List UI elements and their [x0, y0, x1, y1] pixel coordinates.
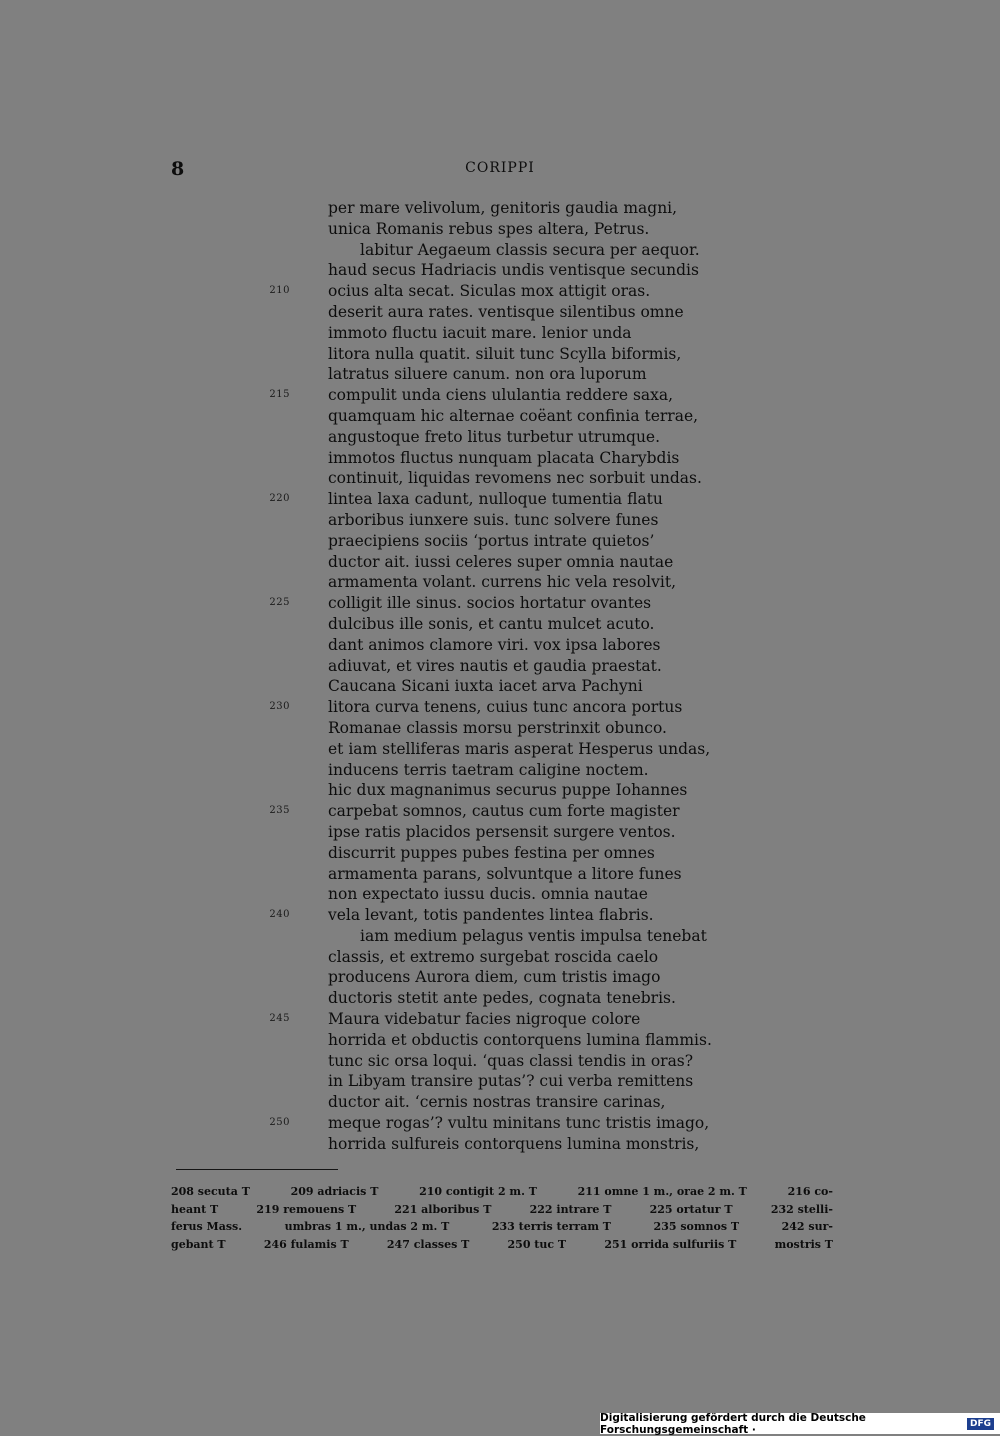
- verse-line: [0, 572, 1000, 593]
- verse-line: [0, 760, 1000, 781]
- apparatus-entry: gebant T: [171, 1237, 226, 1251]
- apparatus-entry: 222 intrare T: [529, 1202, 612, 1216]
- verse-text: litora nulla quatit. siluit tunc Scylla biformis,: [328, 344, 682, 363]
- poem-text: [0, 198, 1000, 1155]
- verse-text: adiuvat, et vires nautis et gaudia praestat.: [328, 656, 662, 675]
- line-number: 215: [269, 389, 290, 401]
- verse-line: [0, 1113, 1000, 1134]
- verse-line: [0, 344, 1000, 365]
- verse-line: [0, 552, 1000, 573]
- apparatus-entry: 225 ortatur T: [649, 1202, 733, 1216]
- verse-text: discurrit puppes pubes festina per omnes: [328, 843, 655, 862]
- verse-text: producens Aurora diem, cum tristis imago: [328, 968, 661, 987]
- verse-text: colligit ille sinus. socios hortatur ovantes: [328, 594, 652, 613]
- apparatus-entry: 246 fulamis T: [263, 1237, 349, 1251]
- verse-text: ductor ait. ‘cernis nostras transire carinas,: [328, 1093, 666, 1112]
- verse-line: [0, 1092, 1000, 1113]
- apparatus-row: [171, 1183, 833, 1201]
- apparatus-entry: umbras 1 m., undas 2 m. T: [284, 1220, 450, 1233]
- digitization-credit-bar: [600, 1413, 1000, 1434]
- verse-text: classis, et extremo surgebat roscida caelo: [328, 947, 659, 966]
- verse-text: dulcibus ille sonis, et cantu mulcet acuto.: [328, 614, 655, 633]
- verse-text: latratus siluere canum. non ora luporum: [328, 365, 647, 384]
- verse-line: [0, 967, 1000, 988]
- verse-text: armamenta volant. currens hic vela resolvit,: [328, 573, 677, 592]
- verse-line: [0, 281, 1000, 302]
- apparatus-entry: 216 co-: [787, 1185, 833, 1198]
- verse-text: ductor ait. iussi celeres super omnia nautae: [328, 552, 674, 571]
- verse-text: deserit aura rates. ventisque silentibus omne: [328, 302, 684, 321]
- critical-apparatus: [171, 1183, 833, 1253]
- verse-line: [0, 406, 1000, 427]
- verse-text: immotos fluctus nunquam placata Charybdis: [328, 448, 680, 467]
- apparatus-entry: 250 tuc T: [507, 1237, 567, 1251]
- line-number: 235: [269, 805, 290, 817]
- verse-line: [0, 843, 1000, 864]
- verse-line: [0, 780, 1000, 801]
- verse-text: et iam stelliferas maris asperat Hesperus undas,: [328, 739, 711, 758]
- apparatus-entry: 242 sur-: [781, 1220, 833, 1233]
- apparatus-entry: 208 secuta T: [171, 1185, 250, 1198]
- verse-line: [0, 614, 1000, 635]
- verse-text: ocius alta secat. Siculas mox attigit oras.: [328, 282, 651, 301]
- apparatus-entry: 210 contigit 2 m. T: [419, 1185, 537, 1198]
- verse-text: ipse ratis placidos persensit surgere ventos.: [328, 822, 676, 841]
- line-number: 210: [269, 285, 290, 297]
- verse-line: [0, 240, 1000, 261]
- verse-text: in Libyam transire putas’? cui verba remittens: [328, 1072, 694, 1091]
- verse-text: carpebat somnos, cautus cum forte magister: [328, 802, 680, 821]
- apparatus-entry: 247 classes T: [386, 1237, 470, 1251]
- verse-text: hic dux magnanimus securus puppe Iohannes: [328, 781, 688, 800]
- verse-text: labitur Aegaeum classis secura per aequor.: [360, 240, 700, 259]
- apparatus-entry: 235 somnos T: [653, 1220, 740, 1233]
- verse-text: immoto fluctu iacuit mare. lenior unda: [328, 323, 632, 342]
- verse-line: [0, 302, 1000, 323]
- verse-line: [0, 531, 1000, 552]
- apparatus-entry: 211 omne 1 m., orae 2 m. T: [577, 1185, 747, 1198]
- verse-line: [0, 427, 1000, 448]
- verse-text: dant animos clamore viri. vox ipsa labores: [328, 635, 661, 654]
- verse-line: [0, 884, 1000, 905]
- verse-line: [0, 489, 1000, 510]
- verse-text: vela levant, totis pandentes lintea flabris.: [328, 906, 654, 925]
- footnote-rule: [176, 1169, 338, 1170]
- verse-line: [0, 988, 1000, 1009]
- verse-text: litora curva tenens, cuius tunc ancora portus: [328, 698, 683, 717]
- verse-text: Romanae classis morsu perstrinxit obunco.: [328, 718, 667, 737]
- apparatus-entry: heant T: [171, 1202, 219, 1216]
- verse-text: non expectato iussu ducis. omnia nautae: [328, 885, 648, 904]
- verse-line: [0, 718, 1000, 739]
- verse-line: [0, 219, 1000, 240]
- verse-text: iam medium pelagus ventis impulsa tenebat: [360, 926, 707, 945]
- apparatus-entry: 233 terris terram T: [491, 1220, 611, 1233]
- verse-text: continuit, liquidas revomens nec sorbuit undas.: [328, 469, 702, 488]
- verse-line: [0, 593, 1000, 614]
- line-number: 230: [269, 701, 290, 713]
- verse-text: compulit unda ciens ululantia reddere saxa,: [328, 386, 674, 405]
- verse-line: [0, 697, 1000, 718]
- running-title: CORIPPI: [465, 160, 535, 176]
- verse-line: [0, 198, 1000, 219]
- verse-text: lintea laxa cadunt, nulloque tumentia flatu: [328, 490, 663, 509]
- verse-line: [0, 947, 1000, 968]
- verse-text: unica Romanis rebus spes altera, Petrus.: [328, 219, 650, 238]
- verse-line: [0, 864, 1000, 885]
- verse-line: [0, 1134, 1000, 1155]
- verse-text: horrida sulfureis contorquens lumina monstris,: [328, 1134, 700, 1153]
- page-number: 8: [171, 158, 185, 180]
- verse-line: [0, 468, 1000, 489]
- dfg-logo: DFG: [967, 1418, 994, 1430]
- verse-text: per mare velivolum, genitoris gaudia magni,: [328, 199, 678, 217]
- apparatus-row: [171, 1218, 833, 1236]
- verse-text: meque rogas’? vultu minitans tunc tristis imago,: [328, 1114, 710, 1133]
- verse-line: [0, 448, 1000, 469]
- verse-line: [0, 510, 1000, 531]
- line-number: 240: [269, 909, 290, 921]
- apparatus-entry: 221 alboribus T: [394, 1202, 492, 1216]
- apparatus-entry: 232 stelli-: [770, 1202, 833, 1216]
- apparatus-entry: 219 remouens T: [256, 1202, 357, 1216]
- verse-line: [0, 385, 1000, 406]
- verse-text: inducens terris taetram caligine noctem.: [328, 760, 649, 779]
- line-number: 225: [269, 597, 290, 609]
- verse-text: praecipiens sociis ‘portus intrate quietos’: [328, 531, 655, 550]
- verse-text: ductoris stetit ante pedes, cognata tenebris.: [328, 989, 676, 1008]
- apparatus-entry: 209 adriacis T: [290, 1185, 379, 1198]
- verse-line: [0, 1030, 1000, 1051]
- line-number: 250: [269, 1117, 290, 1129]
- verse-text: horrida et obductis contorquens lumina flammis.: [328, 1030, 712, 1049]
- verse-text: Maura videbatur facies nigroque colore: [328, 1010, 641, 1029]
- verse-line: [0, 364, 1000, 385]
- verse-line: [0, 323, 1000, 344]
- verse-line: [0, 926, 1000, 947]
- apparatus-entry: mostris T: [774, 1237, 833, 1251]
- verse-line: [0, 822, 1000, 843]
- credit-text: Digitalisierung gefördert durch die Deutsche Forschungsgemeinschaft ·: [600, 1411, 866, 1436]
- verse-text: quamquam hic alternae coëant confinia terrae,: [328, 406, 699, 425]
- apparatus-entry: ferus Mass.: [171, 1220, 243, 1233]
- verse-text: arboribus iunxere suis. tunc solvere funes: [328, 510, 659, 529]
- apparatus-entry: 251 orrida sulfuriis T: [604, 1237, 737, 1251]
- line-number: 220: [269, 493, 290, 505]
- verse-line: [0, 260, 1000, 281]
- verse-line: [0, 676, 1000, 697]
- verse-line: [0, 801, 1000, 822]
- verse-text: angustoque freto litus turbetur utrumque.: [328, 427, 661, 446]
- verse-line: [0, 1009, 1000, 1030]
- verse-line: [0, 1051, 1000, 1072]
- apparatus-row: [171, 1236, 833, 1254]
- apparatus-row: [171, 1201, 833, 1219]
- verse-line: [0, 905, 1000, 926]
- verse-text: tunc sic orsa loqui. ‘quas classi tendis in oras?: [328, 1051, 694, 1070]
- line-number: 245: [269, 1013, 290, 1025]
- verse-line: [0, 656, 1000, 677]
- verse-text: haud secus Hadriacis undis ventisque secundis: [328, 261, 699, 280]
- verse-text: Caucana Sicani iuxta iacet arva Pachyni: [328, 677, 643, 696]
- verse-text: armamenta parans, solvuntque a litore funes: [328, 864, 682, 883]
- verse-line: [0, 1071, 1000, 1092]
- verse-line: [0, 739, 1000, 760]
- verse-line: [0, 635, 1000, 656]
